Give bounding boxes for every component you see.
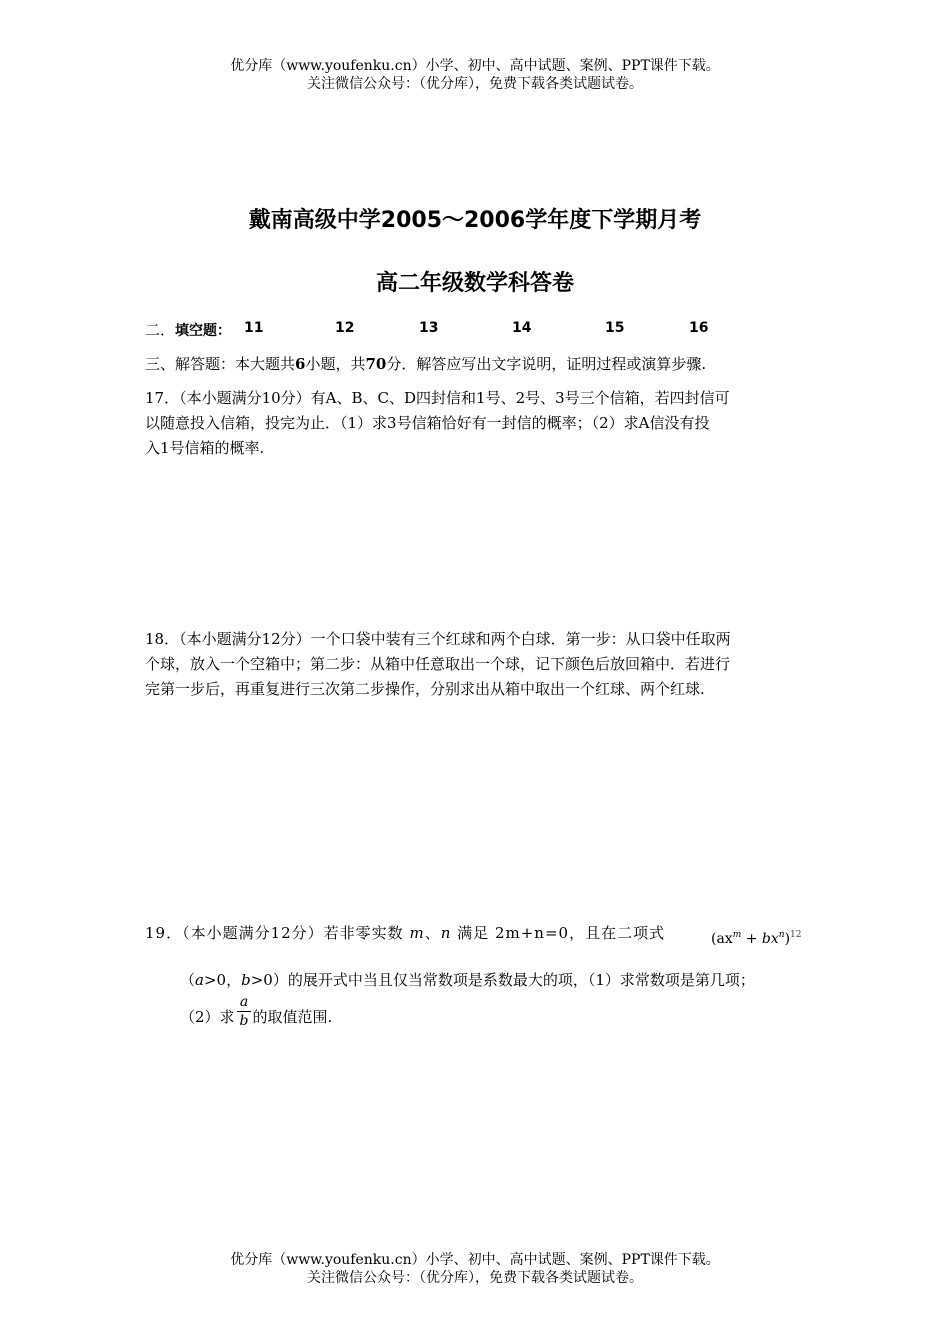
page-title: 戴南高级中学2005～2006学年度下学期月考 (248, 208, 702, 233)
fraction-a-over-b (237, 994, 251, 1029)
answer-section-score: 70 (365, 355, 387, 373)
blank-number-11: 11 (244, 320, 264, 336)
q19-line2-a-cond: >0， (203, 971, 242, 989)
q19-mid: 满足 (457, 924, 490, 942)
formula-plus: + bx (741, 931, 779, 947)
footer-line-2: 关注微信公众号：（优分库），免费下载各类试题试卷。 (307, 1270, 643, 1286)
answer-section-suffix: 分．解答应写出文字说明，证明过程或演算步骤. (386, 355, 707, 373)
blank-number-14: 14 (512, 320, 532, 336)
q19-var-m: m (409, 924, 425, 942)
q19-tail: ，且在二项式 (569, 924, 666, 942)
q17-line-2: 以随意投入信箱，投完为止．（1）求3号信箱恰好有一封信的概率；（2）求A信没有投 (145, 414, 710, 432)
answer-section-mid: 小题，共 (305, 355, 366, 373)
fraction-denominator: b (239, 1013, 249, 1029)
q19-var-b: b (241, 971, 251, 989)
q19-line-2 (180, 969, 850, 990)
q17-line-1: 17．（本小题满分10分）有A、B、C、D四封信和1号、2号、3号三个信箱，若四封信可 (145, 389, 730, 407)
header-line-2: 关注微信公众号：（优分库），免费下载各类试题试卷。 (307, 76, 643, 92)
blank-number-16: 16 (689, 320, 709, 336)
q17-line-3: 入1号信箱的概率. (145, 439, 265, 457)
formula-exp-n: n (778, 930, 785, 940)
answer-section-prefix: 三、解答题：本大题共 (145, 355, 296, 373)
formula-exp-m: m (732, 930, 742, 940)
fill-blank-label: 填空题： (175, 323, 232, 339)
q19-line2-rest: >0）的展开式中当且仅当常数项是系数最大的项，（1）求常数项是第几项； (250, 971, 755, 989)
blank-number-13: 13 (419, 320, 439, 336)
formula-close: ) (784, 931, 791, 947)
fraction-numerator: a (239, 994, 249, 1010)
q18-line-2: 个球，放入一个空箱中；第二步：从箱中任意取出一个球，记下颜色后放回箱中．若进行 (145, 655, 731, 673)
q18-line-1: 18．（本小题满分12分）一个口袋中装有三个红球和两个白球．第一步：从口袋中任取两 (145, 630, 731, 648)
q19-line3-prefix: （2）求 (180, 1008, 235, 1026)
footer-line-1: 优分库（www.youfenku.cn）小学、初中、高中试题、案例、PPT课件下载。 (230, 1252, 720, 1268)
q19-line2-open: （ (180, 971, 196, 989)
header-line-1: 优分库（www.youfenku.cn）小学、初中、高中试题、案例、PPT课件下载。 (230, 58, 720, 74)
q19-intro: 19．（本小题满分12分）若非零实数 (145, 924, 404, 942)
page-subtitle: 高二年级数学科答卷 (375, 271, 574, 296)
q19-condition: 2m+n=0 (494, 924, 570, 942)
fraction-bar (237, 1011, 251, 1012)
answer-section-header (145, 353, 815, 374)
formula-open: (ax (711, 931, 733, 947)
blank-number-15: 15 (605, 320, 625, 336)
answer-section-count: 6 (295, 355, 306, 373)
q19-var-n: n (440, 924, 452, 942)
formula-power: 12 (790, 930, 802, 940)
q19-line3-suffix: 的取值范围. (252, 1008, 333, 1026)
q19-sep: 、 (424, 924, 441, 942)
q19-var-a: a (195, 971, 204, 989)
blank-number-12: 12 (335, 320, 355, 336)
q19-line-3 (180, 1006, 850, 1027)
q19-binomial-formula (711, 930, 801, 947)
q18-line-3: 完第一步后，再重复进行三次第二步操作，分别求出从箱中取出一个红球、两个红球. (145, 680, 705, 698)
fill-blank-prefix: 二． (145, 321, 176, 339)
